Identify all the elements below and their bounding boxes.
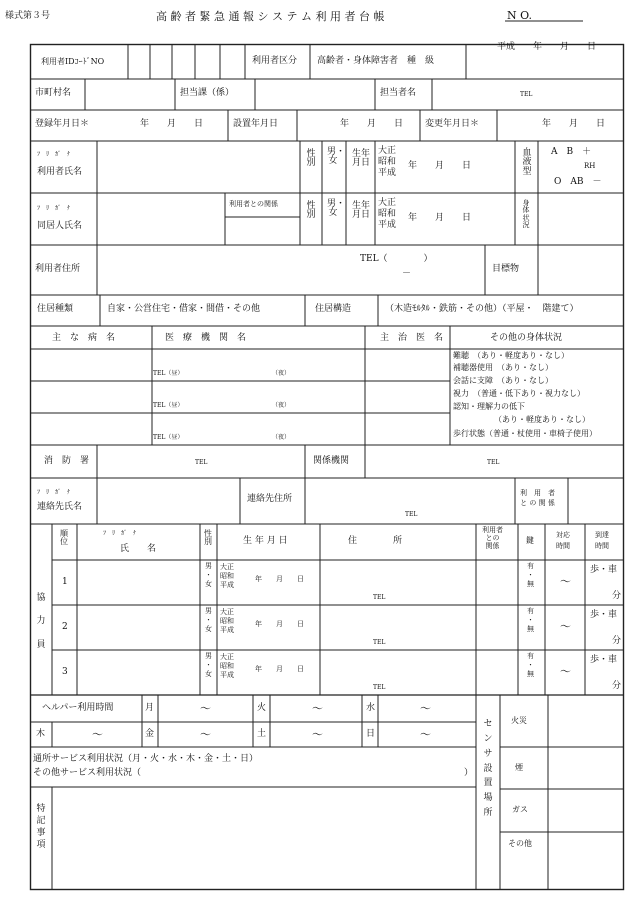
user-eras: 大正 昭和 平成	[378, 146, 397, 178]
related-org-tel: TEL	[487, 459, 500, 466]
time-wave: 〜	[200, 728, 211, 741]
contact-furigana: ﾌ ﾘ ｶﾞ ﾅ	[37, 489, 71, 496]
contact-tel: TEL	[405, 511, 418, 518]
user-name-label: 利用者氏名	[37, 167, 83, 177]
helper-key-header: 鍵	[526, 536, 534, 545]
fire-station-label: 消 防 署	[44, 456, 90, 466]
housing-type-options: 自家・公営住宅・借家・間借・その他	[107, 304, 261, 314]
helper-key-option: 有 ・ 無	[527, 652, 534, 679]
sensor-fire: 火災	[511, 716, 527, 725]
helper-minutes: 分	[612, 636, 622, 646]
notes-label: 特 記 事 項	[36, 804, 46, 851]
day-tue: 火	[257, 703, 267, 713]
date-line: 平成 年 月 日	[497, 42, 597, 52]
tel-label: TEL	[520, 91, 533, 98]
helper-eras: 大正 昭和 平成	[220, 608, 234, 635]
helper-row-number: 1	[62, 577, 68, 587]
time-wave: 〜	[312, 702, 323, 715]
housing-structure-options: （木造ﾓﾙﾀﾙ・鉄筋・その他）（平屋・ 階建て）	[385, 304, 579, 314]
helper-sex-header: 性別	[204, 529, 212, 547]
install-date-label: 設置年月日	[233, 119, 279, 129]
contact-name-label: 連絡先氏名	[37, 502, 83, 512]
cohab-furigana: ﾌ ﾘ ｶﾞ ﾅ	[37, 205, 71, 212]
day-mon: 月	[145, 703, 155, 713]
condition-line: （あり・軽度あり・なし）	[490, 415, 590, 424]
helper-birth-header: 生 年 月 日	[243, 536, 288, 546]
cohab-sex-label: 性別	[306, 201, 316, 221]
sensor-other: その他	[508, 839, 532, 848]
install-date-value: 年 月 日	[340, 119, 404, 129]
helper-birth-ymd: 年 月 日	[255, 665, 304, 673]
helper-tel: TEL	[373, 594, 386, 601]
helper-tel: TEL	[373, 639, 386, 646]
hospital-tel-night: （夜）	[272, 370, 291, 377]
helper-walk-car: 歩・車	[590, 655, 618, 665]
housing-type-label: 住居種類	[37, 304, 74, 314]
hospital-tel-night: （夜）	[272, 402, 291, 409]
sensor-gas: ガス	[512, 805, 528, 814]
address-label: 利用者住所	[35, 264, 81, 274]
helper-eras: 大正 昭和 平成	[220, 653, 234, 680]
user-birth-label: 生年月日	[351, 149, 370, 169]
person-label: 担当者名	[380, 88, 417, 98]
cohab-birth-ymd: 年 月 日	[408, 213, 472, 223]
day-thu: 木	[36, 729, 46, 739]
condition-line: 補聴器使用 （あり・なし）	[453, 363, 553, 372]
change-date-label: 変更年月日＊	[425, 119, 480, 129]
time-wave: 〜	[420, 702, 431, 715]
helper-time-wave: 〜	[560, 665, 571, 678]
helper-arrival-header: 到達 時間	[595, 531, 609, 550]
registration-date-label: 登録年月日＊	[35, 119, 90, 129]
blood-options-3: O AB －	[554, 177, 602, 187]
helper-sex-option: 男 ・ 女	[205, 562, 212, 589]
number-label: N O.	[507, 9, 532, 22]
disease-header: 主 な 病 名	[52, 333, 116, 343]
sensor-smoke: 煙	[515, 763, 523, 772]
user-category-value: 高齢者・身体障害者 種 級	[317, 56, 435, 66]
user-sex-option: 男・女	[327, 147, 346, 167]
helper-row-number: 2	[62, 622, 68, 632]
user-sex-label: 性別	[306, 149, 316, 169]
user-id-label: 利用者IDｺｰﾄﾞNO	[41, 57, 105, 66]
helper-relation-header: 利用者 との 関係	[482, 526, 503, 551]
cohab-sex-option: 男・女	[327, 199, 346, 219]
other-service-status: その他サービス利用状況（	[33, 768, 142, 778]
helper-furigana-header: ﾌ ﾘ ｶﾞ ﾅ	[103, 530, 137, 537]
landmark-label: 目標物	[492, 264, 520, 274]
day-sun: 日	[366, 729, 376, 739]
page-title: 高 齢 者 緊 急 通 報 シ ス テ ム 利 用 者 台 帳	[156, 10, 385, 23]
helper-time-label: ヘルパー利用時間	[42, 703, 114, 713]
city-label: 市町村名	[35, 88, 72, 98]
condition-line: 難聴 （あり・軽度あり・なし）	[453, 351, 569, 360]
day-service-status: 通所サービス利用状況（月・火・水・木・金・土・日）	[33, 754, 259, 764]
cohab-eras: 大正 昭和 平成	[378, 198, 397, 230]
section-label: 担当課（係）	[180, 88, 235, 98]
helper-sex-option: 男 ・ 女	[205, 607, 212, 634]
contact-relation-label: 利 用 者 と の 関 係	[520, 489, 555, 507]
user-birth-ymd: 年 月 日	[408, 161, 472, 171]
day-sat: 土	[257, 729, 267, 739]
helper-walk-car: 歩・車	[590, 610, 618, 620]
helper-key-option: 有 ・ 無	[527, 562, 534, 589]
cohab-relation-label: 利用者との関係	[229, 200, 278, 208]
helper-walk-car: 歩・車	[590, 565, 618, 575]
user-furigana: ﾌ ﾘ ｶﾞ ﾅ	[37, 151, 71, 158]
helper-key-option: 有 ・ 無	[527, 607, 534, 634]
helper-row-number: 3	[62, 667, 68, 677]
condition-line: 歩行状態（普通・杖使用・車椅子使用）	[453, 429, 597, 438]
helper-address-header: 住 所	[348, 536, 403, 546]
blood-options-2: RH	[584, 162, 596, 170]
address-tel: TEL（ ）	[360, 254, 433, 264]
hospital-header: 医 療 機 関 名	[165, 333, 247, 343]
change-date-value: 年 月 日	[542, 119, 606, 129]
hospital-tel-night: （夜）	[272, 434, 291, 441]
time-wave: 〜	[312, 728, 323, 741]
helpers-side-label: 協 力 員	[36, 593, 46, 650]
condition-line: 認知・理解力の低下	[453, 402, 525, 411]
registration-date-value: 年 月 日	[140, 119, 204, 129]
time-wave: 〜	[200, 702, 211, 715]
form-number: 様式第３号	[5, 11, 51, 21]
cohab-name-label: 同居人氏名	[37, 221, 83, 231]
day-wed: 水	[366, 703, 376, 713]
hospital-tel-day: TEL（昼）	[153, 402, 184, 409]
helper-sex-option: 男 ・ 女	[205, 652, 212, 679]
related-org-label: 関係機関	[313, 456, 350, 466]
address-tel-dash: －	[402, 269, 412, 279]
other-condition-header: その他の身体状況	[490, 333, 563, 343]
doctor-header: 主 治 医 名	[380, 333, 444, 343]
time-wave: 〜	[420, 728, 431, 741]
housing-structure-label: 住居構造	[315, 304, 352, 314]
helper-time-wave: 〜	[560, 575, 571, 588]
blood-options-1: A B ＋	[551, 147, 592, 157]
other-service-close: ）	[464, 768, 474, 778]
contact-address-label: 連絡先住所	[247, 494, 293, 504]
user-category-label: 利用者区分	[252, 56, 298, 66]
helper-time-wave: 〜	[560, 620, 571, 633]
helper-minutes: 分	[612, 591, 622, 601]
cohab-birth-label: 生年月日	[351, 201, 370, 221]
time-wave: 〜	[92, 728, 103, 741]
helper-tel: TEL	[373, 684, 386, 691]
helper-order-header: 順位	[60, 529, 68, 547]
helper-eras: 大正 昭和 平成	[220, 563, 234, 590]
helper-birth-ymd: 年 月 日	[255, 620, 304, 628]
fire-station-tel: TEL	[195, 459, 208, 466]
helper-name-header: 氏 名	[120, 544, 157, 554]
day-fri: 金	[145, 729, 155, 739]
hospital-tel-day: TEL（昼）	[153, 370, 184, 377]
helper-time-header: 対応 時間	[556, 531, 570, 550]
body-condition-label: 身体状況	[522, 199, 530, 230]
blood-type-label: 血液型	[522, 148, 532, 177]
helper-birth-ymd: 年 月 日	[255, 575, 304, 583]
hospital-tel-day: TEL（昼）	[153, 434, 184, 441]
condition-line: 視力 （普通・低下あり・視力なし）	[453, 389, 585, 398]
condition-line: 会話に支障 （あり・なし）	[453, 376, 553, 385]
helper-minutes: 分	[612, 681, 622, 691]
sensor-location-label: セ ン サ 設 置 場 所	[483, 719, 493, 819]
